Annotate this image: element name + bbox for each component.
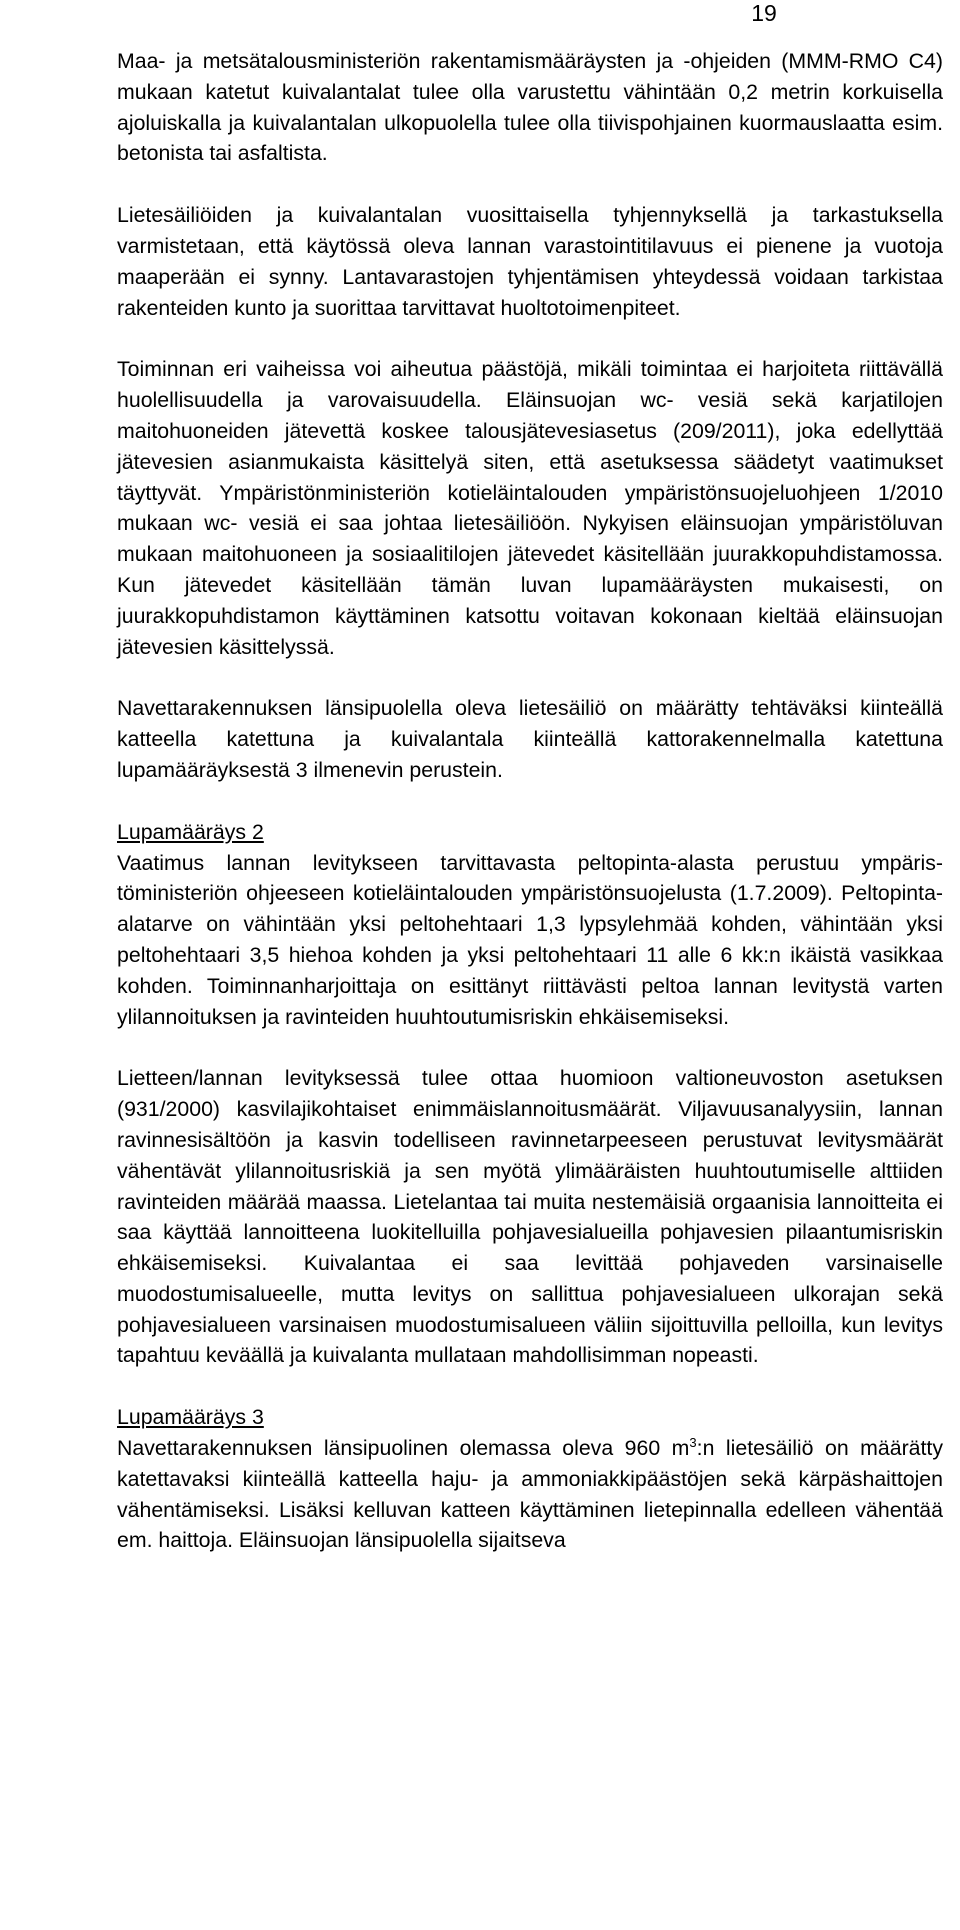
paragraph-slurry-tank-cover: Navettarakennuksen länsipuolella oleva lietesäiliö on määrätty tehtäväksi kiinteällä katteella katettuna ja kuivalantala kiinteällä kattorakennelmalla katettuna lupamääräyksestä 3 ilmenevin perustein. <box>117 696 943 782</box>
page-number: 19 <box>751 0 777 26</box>
paragraph-field-area-requirement: Vaatimus lannan levitykseen tarvittavasta peltopinta-alasta perustuu ympäristöministeriön ohjeeseen kotieläintalouden ympäristönsuojelusta (1.7.2009). Peltopinta-alatarve on vähintään yksi peltohehtaari 1,3 lypsylehmää kohden, vähintään yksi peltohehtaari 3,5 hiehoa kohden ja yksi peltohehtaari 11 alle 6 kk:n ikäistä vasikkaa kohden. Toiminnanharjoittaja on esittänyt riittävästi peltoa lannan levitystä varten ylilannoituksen ja ravinteiden huuhtoutumisriskin ehkäisemiseksi. <box>117 850 943 1029</box>
paragraph-text-end: :n lietesäiliö on määrätty katettavaksi kiinteällä katteella haju- ja ammoniakkipäästöjen sekä kärpäshaittojen vähentämiseksi. Lisäksi kelluvan katteen käyttäminen lietepinnalla edelleen vähentää em. haittoja. Eläinsuojan länsipuolella sijaitseva <box>117 1436 943 1553</box>
document-body <box>117 46 943 1556</box>
paragraph-text-start: Navettarakennuksen länsipuolinen olemassa oleva 960 m <box>117 1436 690 1461</box>
paragraph-structures-requirements: Maa- ja metsätalousministeriön rakentamismääräysten ja -ohjeiden (MMM-RMO C4) mukaan katetut kuivalantalat tulee olla varustettu vähintään 0,2 metrin korkuisella ajoluiskalla ja kuivalantalan ulkopuolella tulee olla tiivispohjainen kuormauslaatta esim. betonista tai asfaltista. <box>117 49 943 166</box>
heading-permit-condition-3: Lupamääräys 3 <box>117 1405 264 1430</box>
paragraph-manure-spreading: Lietteen/lannan levityksessä tulee ottaa huomioon valtioneuvoston asetuksen (931/2000) kasvilajikohtaiset enimmäislannoitusmäärät. Viljavuusanalyysiin, lannan ravinnesisältöön ja kasvin todelliseen ravinnetarpeeseen perustuvat levitysmäärät vähentävät ylilannoitusriskiä ja sen myötä ylimääräisten huuhtoutumiselle alttiiden ravinteiden määrää maassa. Lietelantaa tai muita nestemäisiä orgaanisia lannoitteita ei saa käyttää lannoitteena luokitelluilla pohjavesialueilla pohjavesien pilaantumisriskin ehkäisemiseksi. Kuivalantaa ei saa levittää pohjaveden varsinaiselle muodostumisalueelle, mutta levitys on sallittua pohjavesialueen ulkorajan sekä pohjavesialueen varsinaisen muodostumisalueen väliin sijoittuvilla pelloilla, kun levitys tapahtuu keväällä ja kuivalanta mullataan mahdollisimman nopeasti. <box>117 1066 943 1368</box>
heading-permit-condition-2: Lupamääräys 2 <box>117 819 264 844</box>
paragraph-tank-covering <box>117 1433 943 1556</box>
paragraph-wastewater: Toiminnan eri vaiheissa voi aiheutua päästöjä, mikäli toimintaa ei harjoiteta riittävällä huolellisuudella ja varovaisuudella. Eläinsuojan wc- vesiä sekä karjatilojen maitohuoneiden jätevettä koskee talousjätevesiasetus (209/2011), joka edellyttää jätevesien asianmukaista käsittelyä siten, että asetuksessa säädetyt vaatimukset täyttyvät. Ympäristönministeriön kotieläintalouden ympäristönsuojeluohjeen 1/2010 mukaan wc- vesiä ei saa johtaa lietesäiliöön. Nykyisen eläinsuojan ympäristöluvan mukaan maitohuoneen ja sosiaalitilojen jätevedet käsitellään juurakkopuhdistamossa. Kun jätevedet käsitellään tämän luvan lupamääräysten mukaisesti, on juurakkopuhdistamon käyttäminen katsottu voitavan kokonaan kieltää eläinsuojan jätevesien käsittelyssä. <box>117 357 943 659</box>
paragraph-storage-emptying: Lietesäiliöiden ja kuivalantalan vuosittaisella tyhjennyksellä ja tarkastuksella varmistetaan, että käytössä oleva lannan varastointitilavuus ei pienene ja vuotoja maaperään ei synny. Lantavarastojen tyhjentämisen yhteydessä voidaan tarkistaa rakenteiden kunto ja suorittaa tarvittavat huoltotoimenpiteet. <box>117 203 943 320</box>
superscript-cubic: 3 <box>689 1434 697 1450</box>
